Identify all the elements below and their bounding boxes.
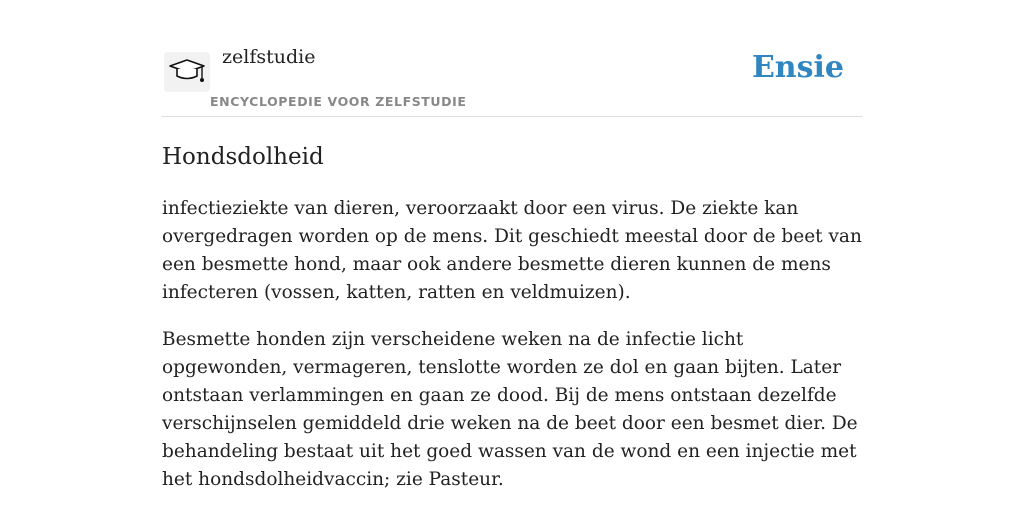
site-name[interactable]: zelfstudie	[222, 46, 316, 68]
brand-logo-link[interactable]: Ensie	[751, 50, 844, 85]
site-header	[162, 0, 862, 117]
article-title: Hondsdolheid	[162, 144, 324, 170]
article-paragraph: infectieziekte van dieren, veroorzaakt door een virus. De ziekte kan overgedragen worden op de mens. Dit geschiedt meestal door de beet van een besmette hond, maar ook andere besmette dieren kunnen de mens infecteren (vossen, katten, ratten en veldmuizen).	[162, 198, 862, 303]
site-tagline: ENCYCLOPEDIE VOOR ZELFSTUDIE	[210, 94, 467, 109]
site-logo[interactable]	[164, 52, 210, 92]
graduation-cap-icon	[168, 56, 206, 88]
article-paragraph: Besmette honden zijn verscheidene weken na de infectie licht opgewonden, vermageren, tenslotte worden ze dol en gaan bijten. Later ontstaan verlammingen en gaan ze dood. Bij de mens ontstaan dezelfde verschijnselen gemiddeld drie weken na de beet door een besmet dier. De behandeling bestaat uit het goed wassen van de wond en een injectie met het hondsdolheidvaccin; zie Pasteur.	[162, 329, 858, 490]
page	[162, 0, 862, 494]
